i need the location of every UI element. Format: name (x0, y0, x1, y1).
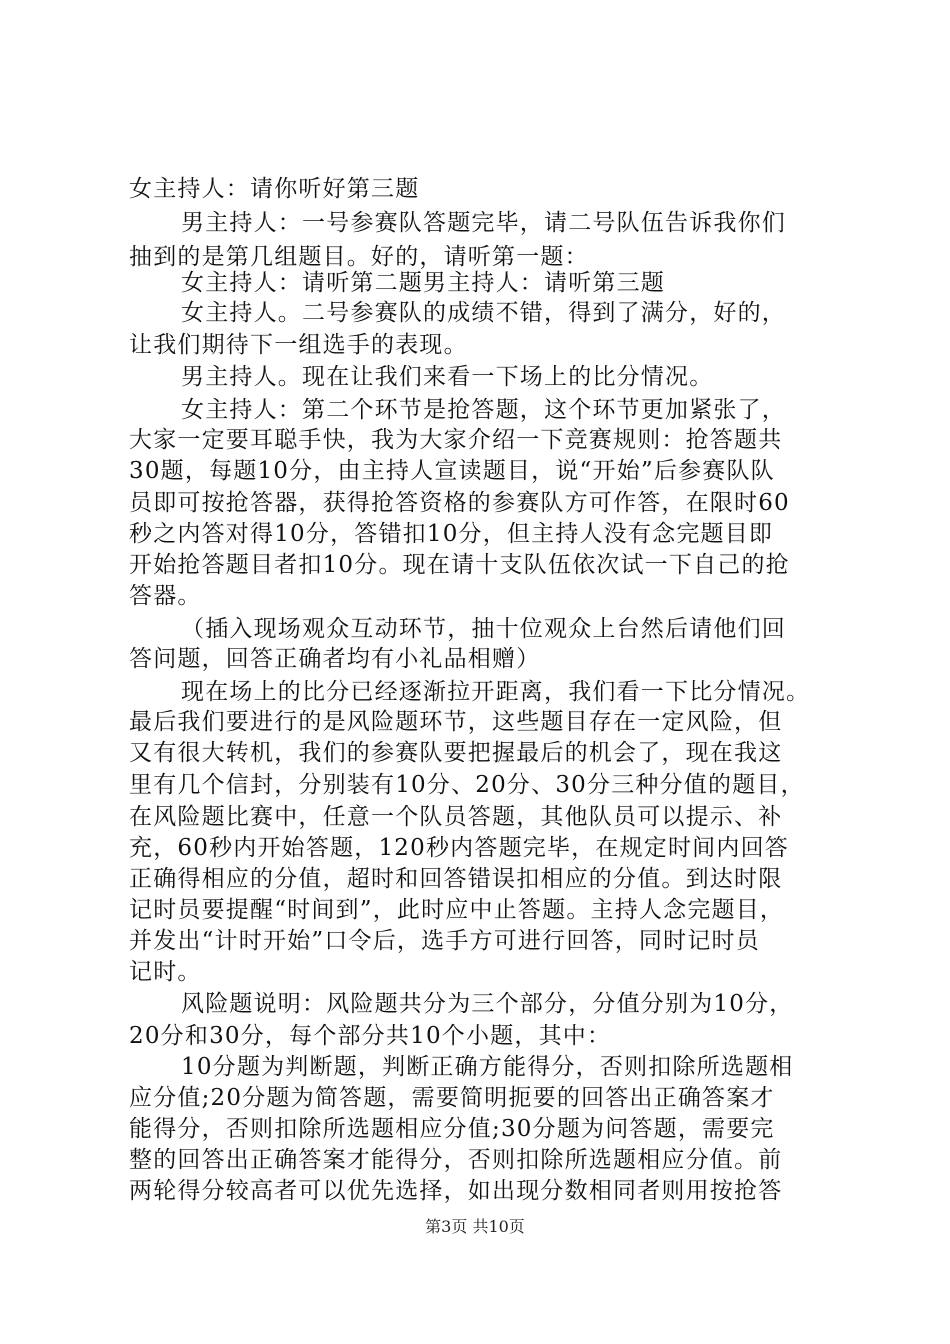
text-line: 两轮得分较高者可以优先选择，如出现分数相同者则用按抢答 (129, 1178, 783, 1204)
text-line: 女主持人：请你听好第三题 (129, 176, 420, 202)
text-line: 里有几个信封，分别装有10分、20分、30分三种分值的题目， (129, 772, 805, 798)
text-line: 男主持人。现在让我们来看一下场上的比分情况。 (181, 364, 714, 390)
text-line: 能得分，否则扣除所选题相应分值;30分题为问答题，需要完 (129, 1116, 775, 1142)
text-line: 答问题，回答正确者均有小礼品相赠） (129, 646, 541, 672)
text-line: （插入现场观众互动环节，抽十位观众上台然后请他们回 (181, 616, 786, 642)
text-line: 记时员要提醒“时间到”，此时应中止答题。主持人念完题目， (129, 897, 785, 923)
text-line: 整的回答出正确答案才能得分，否则扣除所选题相应分值。前 (129, 1147, 783, 1173)
page-number-footer: 第3页 共10页 (425, 1217, 525, 1236)
text-line: 并发出“计时开始”口令后，选手方可进行回答，同时记时员 (129, 928, 760, 954)
text-line: 记时。 (129, 959, 202, 985)
text-line: 女主持人：第二个环节是抢答题，这个环节更加紧张了， (181, 397, 786, 423)
text-line: 风险题说明：风险题共分为三个部分，分值分别为10分， (181, 991, 794, 1017)
text-line: 员即可按抢答器，获得抢答资格的参赛队方可作答，在限时60 (129, 490, 790, 516)
text-line: 大家一定要耳聪手快，我为大家介绍一下竞赛规则：抢答题共 (129, 427, 783, 453)
text-line: 充，60秒内开始答题，120秒内答题完毕，在规定时间内回答 (129, 835, 789, 861)
text-line: 20分和30分，每个部分共10个小题，其中： (129, 1023, 612, 1049)
text-line: 在风险题比赛中，任意一个队员答题，其他队员可以提示、补 (129, 804, 783, 830)
text-line: 抽到的是第几组题目。好的，请听第一题： (129, 244, 589, 270)
text-line: 男主持人：一号参赛队答题完毕，请二号队伍告诉我你们 (181, 210, 786, 236)
text-line: 正确得相应的分值，超时和回答错误扣相应的分值。到达时限 (129, 866, 783, 892)
text-line: 最后我们要进行的是风险题环节，这些题目存在一定风险，但 (129, 709, 783, 735)
text-line: 让我们期待下一组选手的表现。 (129, 332, 468, 358)
text-line: 现在场上的比分已经逐渐拉开距离，我们看一下比分情况。 (181, 679, 811, 705)
text-line: 又有很大转机，我们的参赛队要把握最后的机会了，现在我这 (129, 740, 783, 766)
text-line: 秒之内答对得10分，答错扣10分，但主持人没有念完题目即 (129, 521, 774, 547)
text-line: 应分值;20分题为简答题，需要简明扼要的回答出正确答案才 (129, 1085, 775, 1111)
text-line: 女主持人。二号参赛队的成绩不错，得到了满分，好的， (181, 300, 786, 326)
text-line: 开始抢答题目者扣10分。现在请十支队伍依次试一下自己的抢 (129, 552, 790, 578)
text-line: 30题，每题10分，由主持人宣读题目，说“开始”后参赛队队 (129, 458, 775, 484)
text-line: 女主持人：请听第二题男主持人：请听第三题 (181, 270, 665, 296)
text-line: 10分题为判断题，判断正确方能得分，否则扣除所选题相 (181, 1054, 794, 1080)
text-line: 答器。 (129, 583, 202, 609)
